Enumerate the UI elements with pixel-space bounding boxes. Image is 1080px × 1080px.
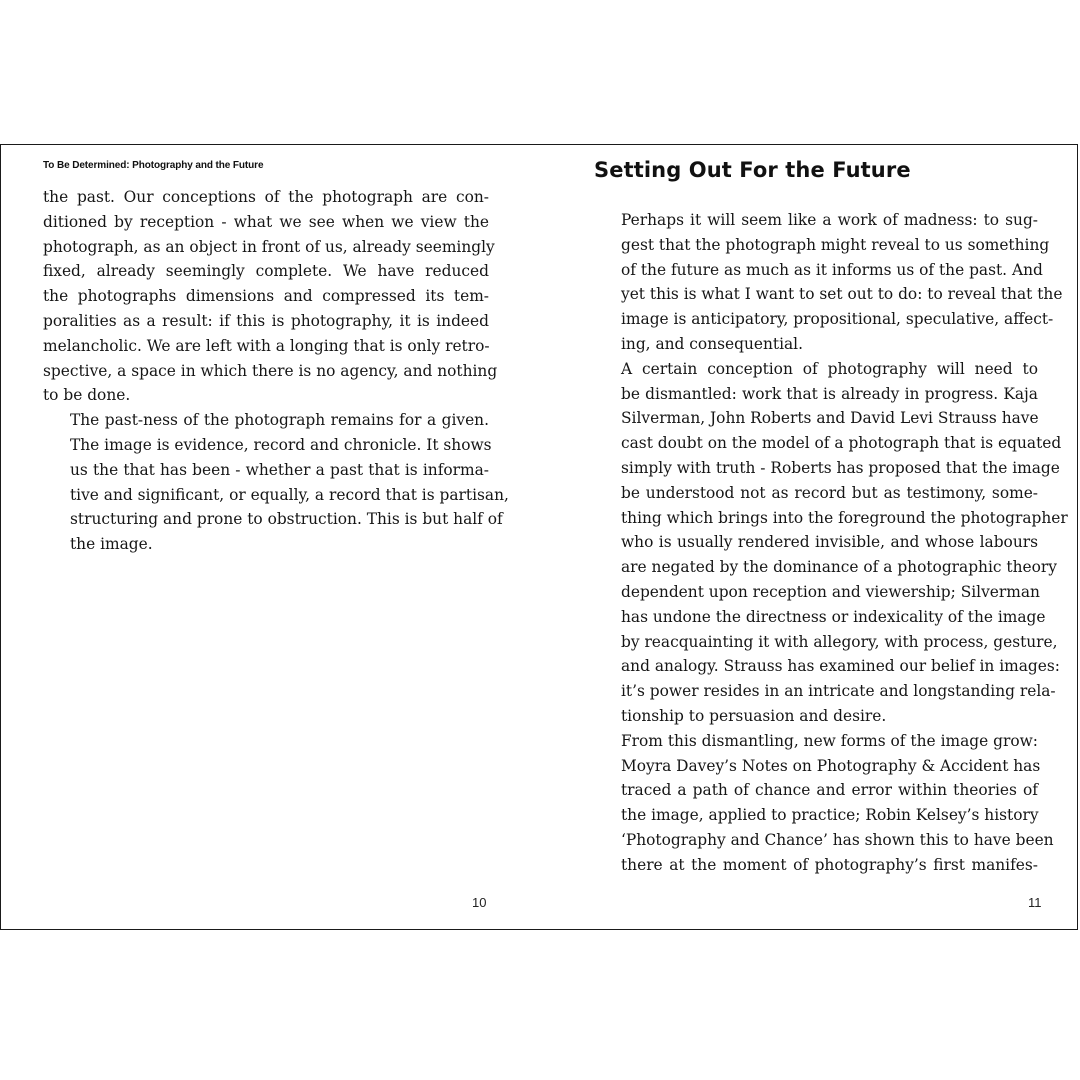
text-line: dependent upon reception and viewership; Silverman <box>621 582 1040 601</box>
text-line: poralities as a result: if this is photography, it is indeed <box>43 311 489 330</box>
text-line: traced a path of chance and error within theories of <box>621 781 1038 800</box>
chapter-title: Setting Out For the Future <box>594 158 911 182</box>
paragraph <box>43 408 509 557</box>
text-line: it’s power resides in an intricate and longstanding rela- <box>621 682 1056 701</box>
text-line: tive and significant, or equally, a record that is partisan, <box>70 485 509 504</box>
paragraph <box>594 729 1054 878</box>
paragraph <box>43 185 498 408</box>
text-line: From this dismantling, new forms of the image grow: <box>621 731 1038 750</box>
text-line: The image is evidence, record and chronicle. It shows <box>70 435 492 454</box>
text-line: fixed, already seemingly complete. We have reduced <box>43 262 489 281</box>
text-line: has undone the directness or indexicality of the image <box>621 607 1046 626</box>
running-head: To Be Determined: Photography and the Future <box>43 160 264 171</box>
paragraph <box>594 357 1068 729</box>
book-spread <box>0 144 1078 930</box>
text-line: there at the moment of photography’s first manifes- <box>621 855 1038 874</box>
text-line: tionship to persuasion and desire. <box>621 706 887 725</box>
text-line: The past-ness of the photograph remains for a given. <box>70 411 489 430</box>
paragraph <box>594 208 1063 357</box>
text-line: cast doubt on the model of a photograph that is equated <box>621 434 1062 453</box>
text-line: ‘Photography and Chance’ has shown this to have been <box>621 830 1054 849</box>
text-line: structuring and prone to obstruction. This is but half of <box>70 510 503 529</box>
text-line: Moyra Davey’s Notes on Photography & Accident has <box>621 756 1041 775</box>
page-number-left: 10 <box>472 895 487 910</box>
text-line: of the future as much as it informs us of the past. And <box>621 260 1043 279</box>
right-body-text <box>594 208 1068 878</box>
text-line: gest that the photograph might reveal to us something <box>621 235 1050 254</box>
text-line: spective, a space in which there is no agency, and nothing <box>43 361 498 380</box>
text-line: photograph, as an object in front of us, already seemingly <box>43 237 495 256</box>
text-line: be understood not as record but as testimony, some- <box>621 483 1038 502</box>
left-page <box>1 145 541 929</box>
text-line: yet this is what I want to set out to do: to reveal that the <box>621 285 1063 304</box>
text-line: Silverman, John Roberts and David Levi Strauss have <box>621 409 1039 428</box>
text-line: ditioned by reception - what we see when we view the <box>43 212 489 231</box>
text-line: the image, applied to practice; Robin Kelsey’s history <box>621 806 1039 825</box>
text-line: thing which brings into the foreground the photographer <box>621 508 1068 527</box>
text-line: the photographs dimensions and compressed its tem- <box>43 287 489 306</box>
text-line: us the that has been - whether a past that is informa- <box>70 460 489 479</box>
text-line: be dismantled: work that is already in progress. Kaja <box>621 384 1038 403</box>
left-body-text <box>43 185 509 557</box>
text-line: and analogy. Strauss has examined our belief in images: <box>621 657 1060 676</box>
text-line: melancholic. We are left with a longing that is only retro- <box>43 336 490 355</box>
right-page <box>541 145 1079 929</box>
text-line: to be done. <box>43 386 131 405</box>
page-number-right: 11 <box>1028 895 1042 910</box>
text-line: who is usually rendered invisible, and whose labours <box>621 533 1038 552</box>
text-line: the image. <box>70 535 153 554</box>
text-line: ing, and consequential. <box>621 334 803 353</box>
text-line: Perhaps it will seem like a work of madness: to sug- <box>621 211 1038 229</box>
text-line: simply with truth - Roberts has proposed that the image <box>621 458 1060 477</box>
text-line: A certain conception of photography will need to <box>621 359 1038 378</box>
text-line: image is anticipatory, propositional, speculative, affect- <box>621 310 1054 329</box>
text-line: by reacquainting it with allegory, with process, gesture, <box>621 632 1058 651</box>
text-line: are negated by the dominance of a photographic theory <box>621 558 1057 577</box>
text-line: the past. Our conceptions of the photograph are con- <box>43 188 489 206</box>
